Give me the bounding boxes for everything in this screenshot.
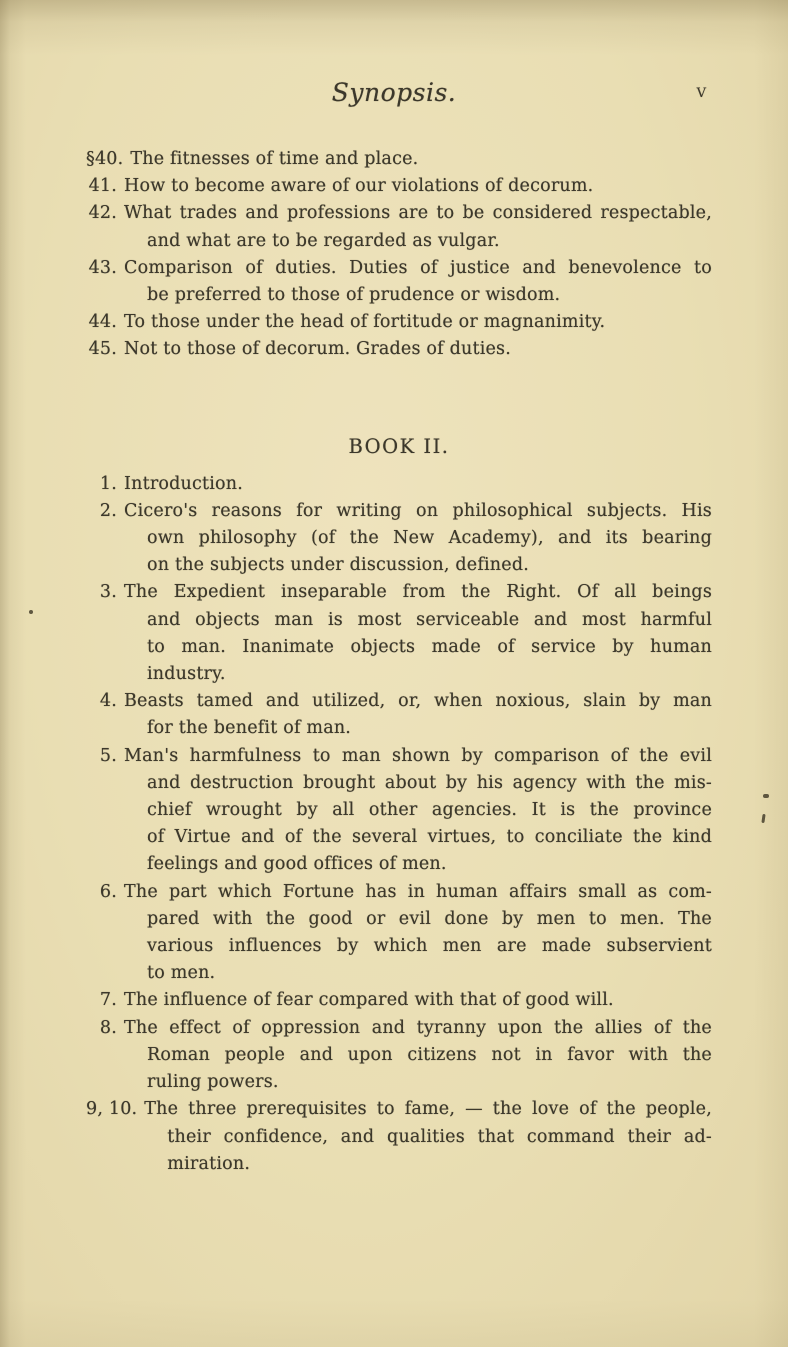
text-line: The part which Fortune has in human affairs small as com- (124, 881, 712, 902)
toc-item (86, 309, 712, 336)
text-line: How to become aware of our violations of decorum. (124, 176, 594, 197)
text-line: Not to those of decorum. Grades of duties. (124, 339, 511, 360)
item-text (124, 498, 712, 580)
item-text (124, 579, 712, 688)
text-line: for the benefit of man. (147, 718, 352, 739)
ink-speck-right-margin (763, 794, 769, 798)
toc-item (86, 743, 712, 879)
toc-item (86, 255, 712, 309)
toc-item (86, 879, 712, 988)
toc-item (86, 1015, 712, 1097)
text-line: various influences by which men are made subservient (147, 936, 712, 957)
text-line: to man. Inanimate objects made of service by human (147, 636, 712, 657)
item-number: 1. (99, 473, 117, 494)
text-line: The effect of oppression and tyranny upon the allies of the (124, 1017, 712, 1038)
item-number: 6. (99, 881, 117, 902)
text-line: feelings and good offices of men. (147, 854, 447, 875)
toc-item (86, 336, 712, 363)
toc-item (86, 200, 712, 254)
item-number: 42. (88, 203, 117, 224)
text-line: chief wrought by all other agencies. It is the province (147, 800, 712, 821)
ink-speck-left-margin (29, 610, 33, 614)
text-line: The three prerequisites to fame, — the love of the people, (144, 1099, 712, 1120)
text-line: own philosophy (of the New Academy), and its bearing (147, 528, 712, 549)
item-text (124, 471, 712, 498)
item-number: §40. (86, 149, 124, 169)
toc-item (86, 471, 712, 498)
item-text (144, 1096, 712, 1178)
text-line: of Virtue and of the several virtues, to conciliate the kind (147, 827, 712, 848)
toc-item (86, 146, 712, 173)
section-heading: BOOK II. (348, 434, 450, 458)
item-number: 44. (88, 312, 117, 333)
item-text (124, 1015, 712, 1097)
text-line: miration. (167, 1153, 251, 1174)
toc-item (86, 987, 712, 1014)
item-text (130, 146, 712, 173)
text-line: The influence of fear compared with that of good will. (124, 990, 614, 1011)
toc-item (86, 1096, 712, 1178)
toc-item (86, 498, 712, 580)
text-line: pared with the good or evil done by men to men. The (147, 908, 712, 929)
text-line: Introduction. (124, 473, 243, 494)
item-number: 7. (99, 990, 117, 1011)
text-line: and destruction brought about by his agency with the mis- (147, 772, 712, 793)
running-title: Synopsis. (331, 78, 457, 107)
text-line: The fitnesses of time and place. (130, 149, 419, 169)
text-line: their confidence, and qualities that command their ad- (167, 1126, 712, 1147)
text-line: Cicero's reasons for writing on philosophical subjects. His (124, 500, 712, 521)
text-line: and what are to be regarded as vulgar. (147, 230, 500, 251)
item-number: 4. (99, 691, 117, 712)
item-text (124, 987, 712, 1014)
item-number: 3. (99, 582, 117, 603)
text-line: The Expedient inseparable from the Right. Of all beings (124, 582, 712, 603)
text-line: be preferred to those of prudence or wisdom. (147, 285, 561, 306)
text-line: Beasts tamed and utilized, or, when noxious, slain by man (124, 691, 712, 712)
toc-item (86, 688, 712, 742)
item-text (124, 688, 712, 742)
item-number: 2. (99, 500, 117, 521)
text-line: on the subjects under discussion, defined. (147, 555, 530, 576)
item-number: 41. (88, 176, 117, 197)
toc-item (86, 579, 712, 688)
text-line: industry. (147, 664, 226, 685)
item-text (124, 173, 712, 200)
text-line: and objects man is most serviceable and most harmful (147, 609, 712, 630)
item-number: 43. (88, 257, 117, 278)
item-text (124, 743, 712, 879)
text-line: What trades and professions are to be considered respectable, (124, 203, 712, 224)
item-text (124, 200, 712, 254)
text-line: To those under the head of fortitude or magnanimity. (124, 312, 606, 333)
item-text (124, 309, 712, 336)
text-line: Roman people and upon citizens not in favor with the (147, 1044, 712, 1065)
toc-item (86, 173, 712, 200)
ink-smudge-right-margin (761, 814, 765, 823)
item-text (124, 255, 712, 309)
text-line: ruling powers. (147, 1072, 279, 1093)
item-number: 9, 10. (86, 1099, 138, 1120)
item-text (124, 336, 712, 363)
item-number: 45. (88, 339, 117, 360)
item-number: 5. (99, 745, 117, 766)
text-line: to men. (147, 963, 216, 984)
text-line: Comparison of duties. Duties of justice and benevolence to (124, 257, 712, 278)
synopsis-contents (86, 146, 712, 1178)
page-number: v (696, 80, 706, 102)
item-number: 8. (99, 1017, 117, 1038)
item-text (124, 879, 712, 988)
page-header (0, 0, 788, 112)
text-line: Man's harmfulness to man shown by comparison of the evil (124, 745, 712, 766)
